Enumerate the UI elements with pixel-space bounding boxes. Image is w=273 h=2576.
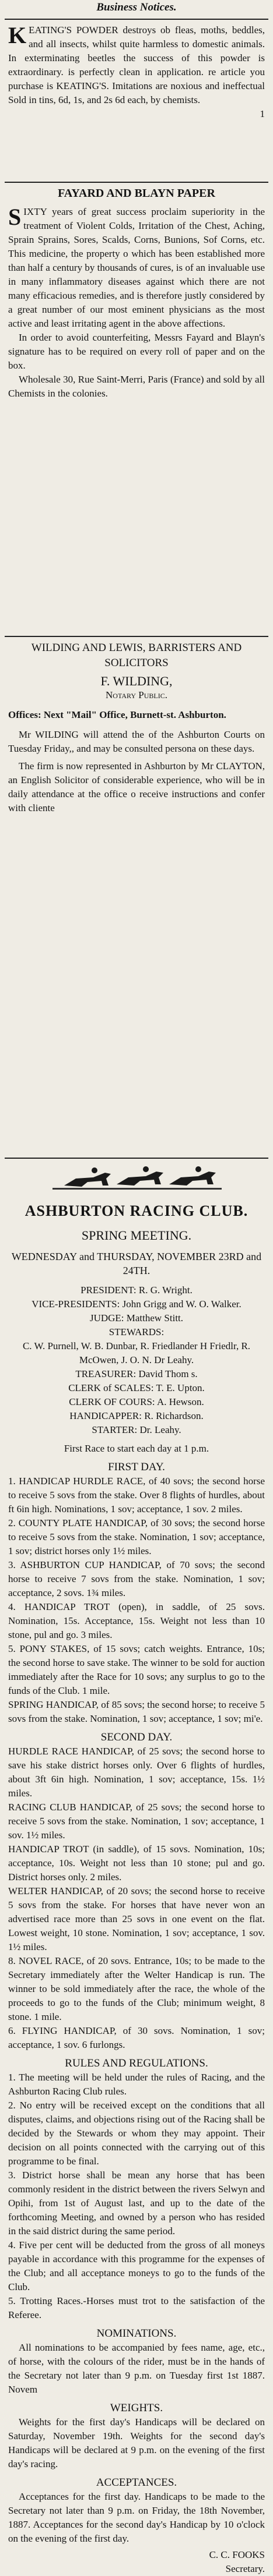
official: VICE-PRESIDENTS: John Grigg and W. O. Walker. (32, 1298, 242, 1310)
horse-race-engraving-icon (52, 1162, 222, 1195)
keatings-advert (8, 23, 265, 121)
race-item: WELTER HANDICAP, of 20 sovs; the second horse to receive 5 sovs from the stake. For horses that have never won an advertised race more than 25 sovs in one event on the flat. Lowest weight, 10 stone. Nomination, 1 sov; acceptance, 1 sov. 1½ miles. (8, 1885, 265, 1952)
wilding-name: F. WILDING, (100, 674, 173, 688)
wilding-p2: The firm is now represented in Ashburton by Mr CLAYTON, an English Solicitor of considerable experience, who will be in daily attendance at the office o receive instructions and confer with cliente (8, 760, 265, 813)
signature-role: Secretary. (225, 2563, 265, 2574)
official: STEWARDS: (108, 1326, 164, 1337)
divider (5, 1158, 268, 1159)
wilding-title: WILDING AND LEWIS, BARRISTERS AND SOLICITORS (31, 642, 242, 669)
signature-name: C. C. FOOKS (209, 2549, 265, 2560)
racing-meeting: SPRING MEETING. (81, 1228, 192, 1243)
official: C. W. Purnell, W. B. Dunbar, R. Friedlander H Friedlr, R. McOwen, J. O. N. Dr Leahy. (22, 1340, 251, 1365)
rule-item: 4. Five per cent will be deducted from the gross of all moneys payable in accordance with this programme for the expenses of the Club; and all acceptance moneys to go to the funds of the Club. (8, 2239, 265, 2292)
rules-heading: RULES AND REGULATIONS. (65, 2057, 208, 2069)
officials-list (8, 1283, 265, 1437)
race-item: 8. NOVEL RACE, of 20 sovs. Entrance, 10s; to be made to the Secretary immediately after the Welter Handicap is run. The winner to be sold immediately after the race, the whole of the proceeds to go to the funds of the Club; minimum weight, 8 stone. 1 mile. (8, 1955, 265, 2022)
wilding-advert (8, 641, 265, 815)
rule-item: 3. District horse shall be mean any horse that has been commonly resident in the district between the rivers Selwyn and Opihi, from 1st of August last, and up to the date of the forthcoming Meeting, and owned by a person who has resided in the said district during the same period. (8, 2170, 265, 2237)
official: JUDGE: Matthew Stitt. (89, 1312, 184, 1324)
race-item: 2. COUNTY PLATE HANDICAP, of 30 sovs; the second horse to receive 5 sovs from the stake. Nomination, 1 sov; acceptance, 1 sov; district horses only 1½ miles. (8, 1517, 265, 1556)
official: PRESIDENT: R. G. Wright. (80, 1285, 192, 1296)
racing-advert (8, 1202, 265, 2576)
divider (5, 636, 268, 637)
dropcap: K (8, 22, 27, 48)
race-item: 4. HANDICAP TROT (open), in saddle, of 25 sovs. Nomination, 15s. Acceptance, 15s. Weight not less than 10 stone, pul and go. 3 miles. (8, 1601, 265, 1640)
race-item: 5. PONY STAKES, of 15 sovs; catch weights. Entrance, 10s; the second horse to save stake. The winner to be sold for auction immediately after the Race for 10 sovs; any surplus to go to the funds of the Club. 1 mile. (8, 1643, 265, 1696)
day2-heading: SECOND DAY. (100, 1731, 173, 1743)
wilding-offices: Offices: Next "Mail" Office, Burnett-st. Ashburton. (8, 709, 226, 720)
divider (5, 19, 268, 20)
nominations-text: All nominations to be accompanied by fees name, age, etc., of horse, with the colours of the rider, must be in the hands of the Secretary not later than 9 p.m. on Tuesday first 1st 1887. Novem (8, 2342, 265, 2395)
rules-list (8, 2071, 265, 2322)
race-item: 6. FLYING HANDICAP, of 30 sovs. Nomination, 1 sov; acceptance, 1 sov. 6 furlongs. (8, 2025, 265, 2050)
first-race-time: First Race to start each day at 1 p.m. (64, 1443, 209, 1454)
race-item: SPRING HANDICAP, of 85 sovs; the second horse; to receive 5 sovs from the stake. Nomination, 1 sov; acceptance, 1 sov; mi'e. (8, 1699, 265, 1724)
acceptances-text: Acceptances for the first day. Handicaps to be made to the Secretary not later than 9 p.m. on Friday, the 18th November, 1887. Acceptances for the second day's Handicap by 10 o'clock on the evening of the first day. (8, 2491, 265, 2544)
race-item: HANDICAP TROT (in saddle), of 15 sovs. Nomination, 10s; acceptance, 10s. Weight not less than 10 stone; pul and go. District horses only. 2 miles. (8, 1843, 265, 1883)
fayard-p2: In order to avoid counterfeiting, Messrs Fayard and Blayn's signature has to be required on every roll of paper and on the box. (8, 332, 265, 371)
divider (5, 182, 268, 183)
wilding-role: Notary Public. (106, 689, 167, 700)
nominations-heading: NOMINATIONS. (96, 2327, 177, 2340)
fayard-title: FAYARD AND BLAYN PAPER (58, 187, 215, 200)
race-item: HURDLE RACE HANDICAP, of 25 sovs; the second horse to save his stake district horses only. Over 6 flights of hurdles, about 3ft 6in high. Nomination, 1 sov; acceptance, 15s. 1½ miles. (8, 1746, 265, 1799)
official: HANDICAPPER: R. Richardson. (69, 1410, 204, 1421)
day1-heading: FIRST DAY. (108, 1461, 165, 1473)
fayard-advert (8, 186, 265, 401)
day2-races (8, 1745, 265, 2052)
fayard-p3: Wholesale 30, Rue Saint-Merri, Paris (France) and sold by all Chemists in the colonies. (8, 374, 265, 399)
official: CLERK of SCALES: T. E. Upton. (68, 1382, 205, 1393)
day1-races (8, 1474, 265, 1726)
racing-dates: WEDNESDAY and THURSDAY, NOVEMBER 23RD and 24TH. (11, 1251, 262, 1276)
race-item: 3. ASHBURTON CUP HANDICAP, of 70 sovs; the second horse to receive 7 sovs from the stake. Nomination, 1 sov; acceptance, 2 sovs. 1¾ miles. (8, 1559, 265, 1598)
section-header: Business Notices. (96, 1, 177, 13)
racing-title: ASHBURTON RACING CLUB. (24, 1202, 249, 1219)
keatings-text: EATING'S POWDER destroys ob fleas, moths, beddles, and all insects, whilst quite harmless to domestic animals. In exterminating beetles the success of this powder is extraordinary. is perfectly clean in application. re article you purchase is KEATING'S. Imitations are noxious and ineffectual Sold in tins, 6d, 1s, and 2s 6d each, by chemists. (8, 24, 265, 105)
wilding-p1: Mr WILDING will attend the of the Ashburton Courts on Tuesday Friday,, and may be consulted persona on these days. (8, 729, 265, 754)
weights-heading: WEIGHTS. (110, 2402, 163, 2414)
race-item: RACING CLUB HANDICAP, of 25 sovs; the second horse to receive 5 sovs from the stake. Nomination, 1 sov; acceptance, 1 sov. 1½ miles. (8, 1802, 265, 1841)
official: TREASURER: David Thom s. (75, 1368, 198, 1379)
rule-item: 1. The meeting will be held under the rules of Racing, and the Ashburton Racing Club rules. (8, 2072, 265, 2097)
dropcap: S (8, 204, 22, 230)
rule-item: 2. No entry will be received except on the conditions that all disputes, claims, and objections rising out of the Racing shall be decided by the Stewards or whom they may appoint. Their decision on all points connected with the carrying out of this programme to be final. (8, 2100, 265, 2167)
fayard-text: IXTY years of great success proclaim superiority in the treatment of Violent Colds, Irritation of the Chest, Aching, Sprain Sprains, Sores, Scalds, Corns, Bunions, Sof Corns, etc. This medicine, the property o which has been established more than half a century by thousands of cures, is of an invaluable use in many inflammatory diseases against which there are not many efficacious remedies, and is therefore justly considered by a great number of our most eminent physicians as the most active and least irritating agent in the above affections. (8, 206, 265, 329)
official: STARTER: Dr. Leahy. (92, 1424, 181, 1435)
acceptances-heading: ACCEPTANCES. (96, 2476, 177, 2489)
race-item: 1. HANDICAP HURDLE RACE, of 40 sovs; the second horse to receive 5 sovs from the stake. Over 8 flights of hurdles, about ft 6in high. Nominations, 1 sov; acceptance, 1 sov. 2 miles. (8, 1475, 265, 1515)
official: CLERK OF COURS: A. Hewson. (69, 1396, 204, 1407)
advert-ref: 1 (260, 108, 265, 119)
rule-item: 5. Trotting Races.-Horses must trot to the satisfaction of the Referee. (8, 2295, 265, 2320)
weights-text: Weights for the first day's Handicaps will be declared on Saturday, November 19th. Weights for the second day's Handicaps will be declared at 9 p.m. on the evening of the first day's racing. (8, 2416, 265, 2469)
